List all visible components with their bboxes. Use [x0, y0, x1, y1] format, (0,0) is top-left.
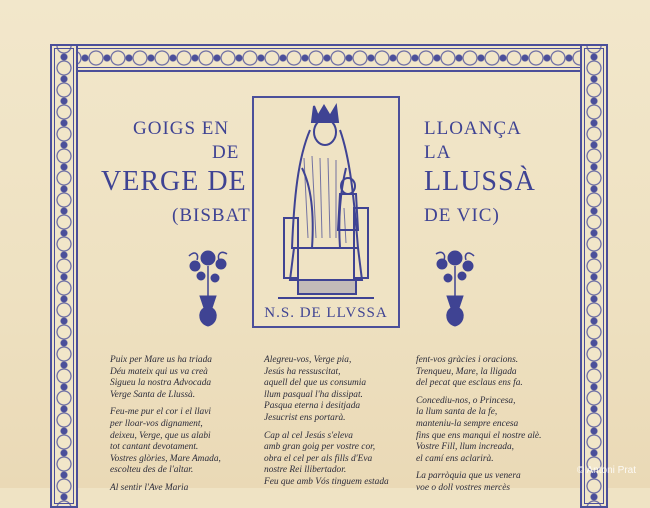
virgin-and-child-icon	[254, 98, 398, 326]
verse-line: Feu que amb Vós tinguem estada	[264, 476, 389, 487]
verse-line: Vostres glòries, Mare Amada,	[110, 453, 221, 464]
image-caption: N.S. DE LLVSSA	[264, 305, 388, 321]
verse-column-2	[264, 355, 424, 495]
stanza	[416, 355, 576, 390]
verse-line: Vostre Fill, llum increada,	[416, 442, 514, 453]
verse-line: manteniu-la sempre encesa	[416, 418, 519, 429]
title-left-line-1: GOIGS EN	[133, 118, 230, 139]
verse-line: La parròquia que us venera	[416, 471, 521, 482]
verse-line: Sigueu la nostra Advocada	[110, 378, 212, 389]
verse-line: fins que ens manqui el nostre alè.	[416, 430, 542, 441]
verse-line: aquell del que us consumia	[264, 378, 367, 389]
verse-line: Al sentir l'Ave Maria	[110, 482, 189, 493]
verse-line: Alegreu-vos, Verge pia,	[264, 355, 352, 365]
title-left-line-4: (BISBAT	[172, 205, 251, 226]
verse-line: del pecat que esclaus ens fa.	[416, 378, 523, 389]
verse-line: Cap al cel Jesús s'eleva	[264, 430, 353, 441]
virgin-woodcut	[252, 96, 400, 328]
verse-line: Jesús ha ressuscitat,	[264, 366, 341, 377]
stanza	[264, 431, 424, 489]
title-right-line-2: LA	[424, 142, 452, 163]
verse-line: la llum santa de la fe,	[416, 407, 498, 418]
title-right-line-1: LLOANÇA	[424, 118, 522, 139]
title-left-line-3: VERGE DE	[101, 166, 247, 197]
verse-line: Jesucrist ens portarà.	[264, 412, 346, 423]
stanza	[264, 355, 424, 425]
verse-line: obra el cel per als fills d'Eva	[264, 453, 373, 464]
stanza	[416, 396, 576, 466]
stanza	[110, 483, 270, 495]
stanza	[110, 355, 270, 401]
verse-line: voe o doll vostres mercès	[416, 482, 511, 493]
verse-line: fent-vos gràcies i oracions.	[416, 355, 519, 365]
flower-vase-right-icon	[432, 246, 478, 330]
stanza	[416, 471, 576, 494]
stanza	[110, 407, 270, 477]
title-left-line-2: DE	[212, 142, 240, 163]
title-right-line-3: LLUSSÀ	[424, 166, 536, 197]
verse-line: escolteu des de l'altar.	[110, 465, 194, 476]
verse-line: tot cantant devotament.	[110, 442, 199, 453]
flower-vase-left-icon	[185, 246, 231, 330]
verse-line: el camí ens aclarirà.	[416, 453, 494, 464]
verse-line: llum pasqual l'ha dissipat.	[264, 389, 363, 400]
verse-column-1	[110, 355, 270, 501]
verse-line: Trenqueu, Mare, la lligada	[416, 366, 517, 377]
watermark: © Antoni Prat	[576, 465, 636, 476]
verse-line: Pasqua eterna i desitjada	[264, 401, 361, 412]
verse-line: Verge Santa de Llussà.	[110, 389, 196, 400]
verse-line: nostre Rei llibertador.	[264, 465, 347, 476]
verse-line: Déu mateix qui us va creà	[110, 366, 208, 377]
ornamental-border-right	[580, 44, 608, 508]
verse-line: amb gran goig per vostre cor,	[264, 442, 376, 453]
verse-line: Puix per Mare us ha triada	[110, 355, 212, 365]
ornamental-border-top	[50, 44, 608, 72]
verse-line: Feu-me pur el cor i el llavi	[110, 407, 212, 418]
verse-line: per lloar-vos dignament,	[110, 418, 203, 429]
verse-line: Concediu-nos, o Princesa,	[416, 395, 516, 406]
verse-column-3	[416, 355, 576, 501]
ornamental-border-left	[50, 44, 78, 508]
title-right-line-4: DE VIC)	[424, 205, 500, 226]
verse-line: deixeu, Verge, que us alabi	[110, 430, 211, 441]
